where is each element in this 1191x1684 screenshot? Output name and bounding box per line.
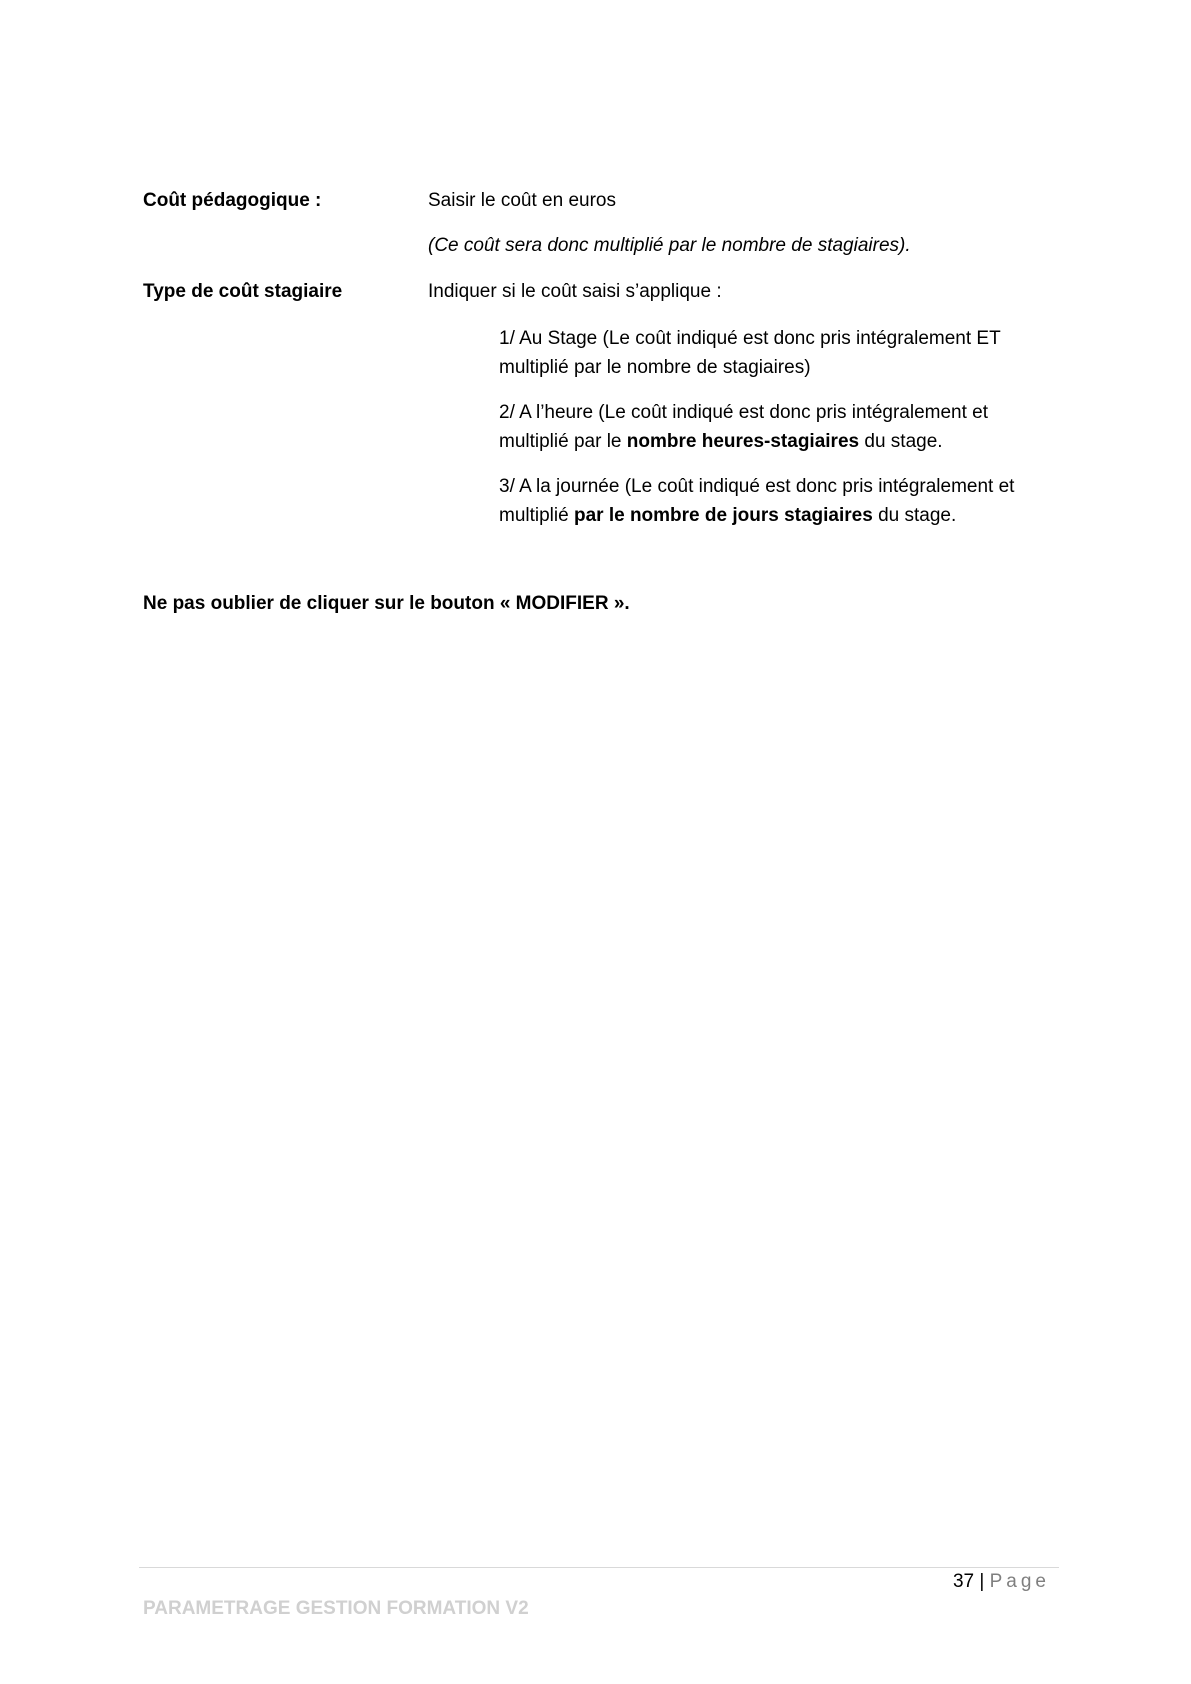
page-number-value: 37 xyxy=(952,1571,975,1592)
option-text: 2/ A l’heure (Le coût indiqué est donc pris intégralement et multiplié par le xyxy=(499,402,989,452)
field-label: Type de coût stagiaire xyxy=(143,281,343,302)
field-value: Indiquer si le coût saisi s’applique : xyxy=(428,281,722,302)
option-journee xyxy=(499,472,1059,530)
page-number-separator: | xyxy=(979,1571,985,1592)
option-emphasis: nombre heures-stagiaires xyxy=(626,431,860,452)
footer-title: PARAMETRAGE GESTION FORMATION V2 xyxy=(143,1598,529,1619)
option-heure xyxy=(499,398,1059,456)
field-note-row xyxy=(143,235,1063,257)
field-value: Saisir le coût en euros xyxy=(428,190,616,211)
footer-divider xyxy=(139,1567,1059,1568)
field-cout-pedagogique xyxy=(143,190,1063,212)
field-note: (Ce coût sera donc multiplié par le nombre de stagiaires). xyxy=(428,235,911,256)
page-number xyxy=(953,1571,1050,1593)
page-word: Page xyxy=(989,1571,1050,1592)
field-label: Coût pédagogique : xyxy=(143,190,322,211)
option-text-end: du stage. xyxy=(859,431,943,452)
option-emphasis: par le nombre de jours stagiaires xyxy=(573,505,873,526)
field-type-cout-stagiaire xyxy=(143,281,1063,303)
reminder-text: Ne pas oublier de cliquer sur le bouton « MODIFIER ». xyxy=(143,593,630,614)
option-text: 3/ A la journée (Le coût indiqué est donc pris intégralement et multiplié xyxy=(499,476,1015,526)
option-stage: 1/ Au Stage (Le coût indiqué est donc pris intégralement ET multiplié par le nombre de stagiaires) xyxy=(499,328,1001,378)
option-text-end: du stage. xyxy=(872,505,957,526)
